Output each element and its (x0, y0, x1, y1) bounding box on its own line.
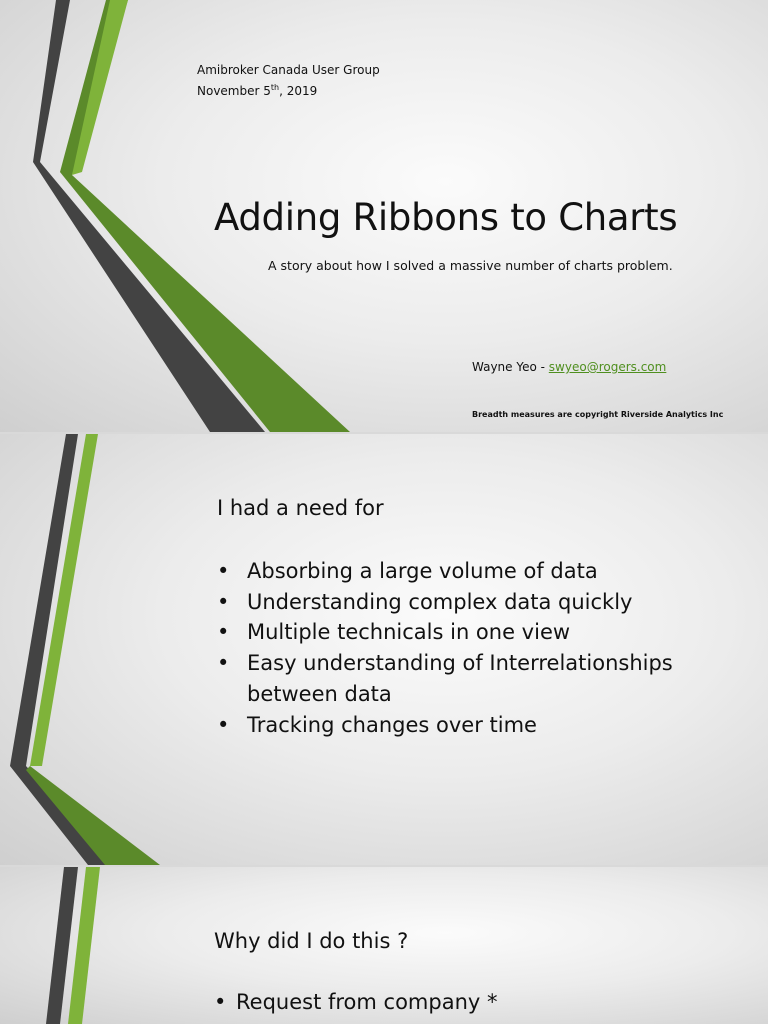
list-item: • Multiple technicals in one view (217, 617, 737, 648)
title-slide (0, 0, 768, 432)
needs-list (217, 556, 737, 740)
dark-green-ribbon (26, 766, 160, 865)
list-item: • Absorbing a large volume of data (217, 556, 737, 587)
author-name: Wayne Yeo (472, 360, 537, 374)
reasons-list (214, 987, 498, 1018)
presentation-date: November 5th, 2019 (197, 83, 318, 98)
group-name: Amibroker Canada User Group (197, 63, 380, 77)
slide-heading: Why did I do this ? (214, 929, 409, 953)
author-line: Wayne Yeo - swyeo@rogers.com (472, 360, 667, 374)
needs-slide (0, 434, 768, 865)
list-item: • Understanding complex data quickly (217, 587, 737, 618)
list-item: • Tracking changes over time (217, 710, 737, 741)
why-slide (0, 867, 768, 1024)
slide-heading: I had a need for (217, 496, 384, 520)
copyright-note: Breadth measures are copyright Riverside Analytics Inc (472, 410, 724, 419)
slide-title: Adding Ribbons to Charts (214, 196, 678, 239)
list-item: • Easy understanding of Interrelationships between data (217, 648, 687, 709)
email-link[interactable]: swyeo@rogers.com (548, 360, 667, 374)
slide-subtitle: A story about how I solved a massive number of charts problem. (268, 258, 673, 273)
list-item: • Request from company * (214, 987, 498, 1018)
